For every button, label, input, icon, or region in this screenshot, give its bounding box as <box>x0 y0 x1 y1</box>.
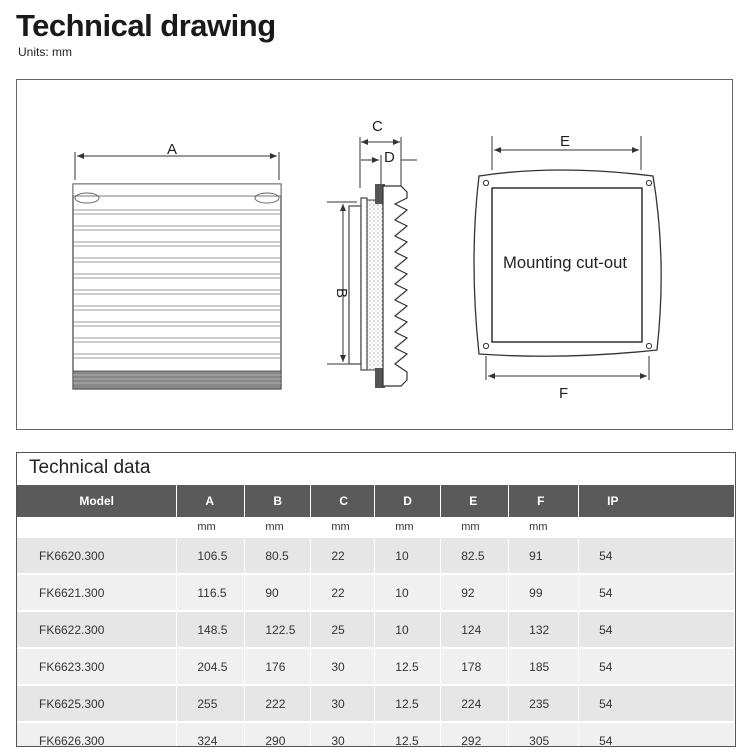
units-row <box>17 517 735 537</box>
column-header: Model <box>17 485 177 517</box>
value-cell: 80.5 <box>245 537 311 574</box>
label-d: D <box>384 149 395 166</box>
column-header: A <box>177 485 245 517</box>
page-title: Technical drawing <box>16 8 276 43</box>
value-cell: 132 <box>509 611 579 648</box>
technical-data-panel <box>16 452 736 747</box>
model-cell: FK6622.300 <box>17 611 177 648</box>
value-cell: 30 <box>311 685 375 722</box>
value-cell: 54 <box>579 611 735 648</box>
table-row <box>17 611 735 648</box>
value-cell: 30 <box>311 648 375 685</box>
value-cell: 90 <box>245 574 311 611</box>
table-header-row <box>17 485 735 517</box>
front-view <box>73 152 281 389</box>
unit-cell <box>17 517 177 537</box>
unit-cell: mm <box>375 517 441 537</box>
value-cell: 12.5 <box>375 648 441 685</box>
cutout-label: Mounting cut-out <box>503 253 628 272</box>
unit-cell <box>579 517 735 537</box>
column-header: E <box>441 485 509 517</box>
value-cell: 22 <box>311 574 375 611</box>
value-cell: 30 <box>311 722 375 747</box>
table-row <box>17 648 735 685</box>
table-row <box>17 685 735 722</box>
value-cell: 116.5 <box>177 574 245 611</box>
unit-cell: mm <box>245 517 311 537</box>
model-cell: FK6626.300 <box>17 722 177 747</box>
value-cell: 305 <box>509 722 579 747</box>
value-cell: 185 <box>509 648 579 685</box>
table-row <box>17 537 735 574</box>
value-cell: 54 <box>579 685 735 722</box>
value-cell: 54 <box>579 648 735 685</box>
value-cell: 91 <box>509 537 579 574</box>
value-cell: 54 <box>579 722 735 747</box>
model-cell: FK6625.300 <box>17 685 177 722</box>
value-cell: 122.5 <box>245 611 311 648</box>
value-cell: 324 <box>177 722 245 747</box>
model-cell: FK6620.300 <box>17 537 177 574</box>
value-cell: 12.5 <box>375 685 441 722</box>
units-note: Units: mm <box>18 45 72 59</box>
value-cell: 92 <box>441 574 509 611</box>
value-cell: 176 <box>245 648 311 685</box>
label-a: A <box>167 141 178 158</box>
value-cell: 25 <box>311 611 375 648</box>
table-row <box>17 574 735 611</box>
column-header: IP <box>579 485 735 517</box>
label-c: C <box>372 118 383 135</box>
table-row <box>17 722 735 747</box>
value-cell: 10 <box>375 574 441 611</box>
value-cell: 178 <box>441 648 509 685</box>
unit-cell: mm <box>311 517 375 537</box>
value-cell: 99 <box>509 574 579 611</box>
value-cell: 10 <box>375 611 441 648</box>
column-header: C <box>311 485 375 517</box>
value-cell: 54 <box>579 537 735 574</box>
value-cell: 106.5 <box>177 537 245 574</box>
technical-data-table <box>17 485 735 747</box>
technical-drawing <box>17 80 734 431</box>
unit-cell: mm <box>509 517 579 537</box>
value-cell: 255 <box>177 685 245 722</box>
value-cell: 204.5 <box>177 648 245 685</box>
model-cell: FK6621.300 <box>17 574 177 611</box>
side-view <box>327 137 417 388</box>
value-cell: 10 <box>375 537 441 574</box>
value-cell: 124 <box>441 611 509 648</box>
value-cell: 235 <box>509 685 579 722</box>
value-cell: 222 <box>245 685 311 722</box>
value-cell: 148.5 <box>177 611 245 648</box>
value-cell: 12.5 <box>375 722 441 747</box>
unit-cell: mm <box>441 517 509 537</box>
label-e: E <box>560 133 571 150</box>
technical-drawing-panel <box>16 79 733 430</box>
label-f: F <box>559 385 569 402</box>
value-cell: 290 <box>245 722 311 747</box>
value-cell: 54 <box>579 574 735 611</box>
value-cell: 292 <box>441 722 509 747</box>
value-cell: 22 <box>311 537 375 574</box>
model-cell: FK6623.300 <box>17 648 177 685</box>
column-header: B <box>245 485 311 517</box>
column-header: D <box>375 485 441 517</box>
column-header: F <box>509 485 579 517</box>
value-cell: 224 <box>441 685 509 722</box>
unit-cell: mm <box>177 517 245 537</box>
technical-data-title: Technical data <box>29 457 151 478</box>
value-cell: 82.5 <box>441 537 509 574</box>
label-b: B <box>333 288 350 299</box>
